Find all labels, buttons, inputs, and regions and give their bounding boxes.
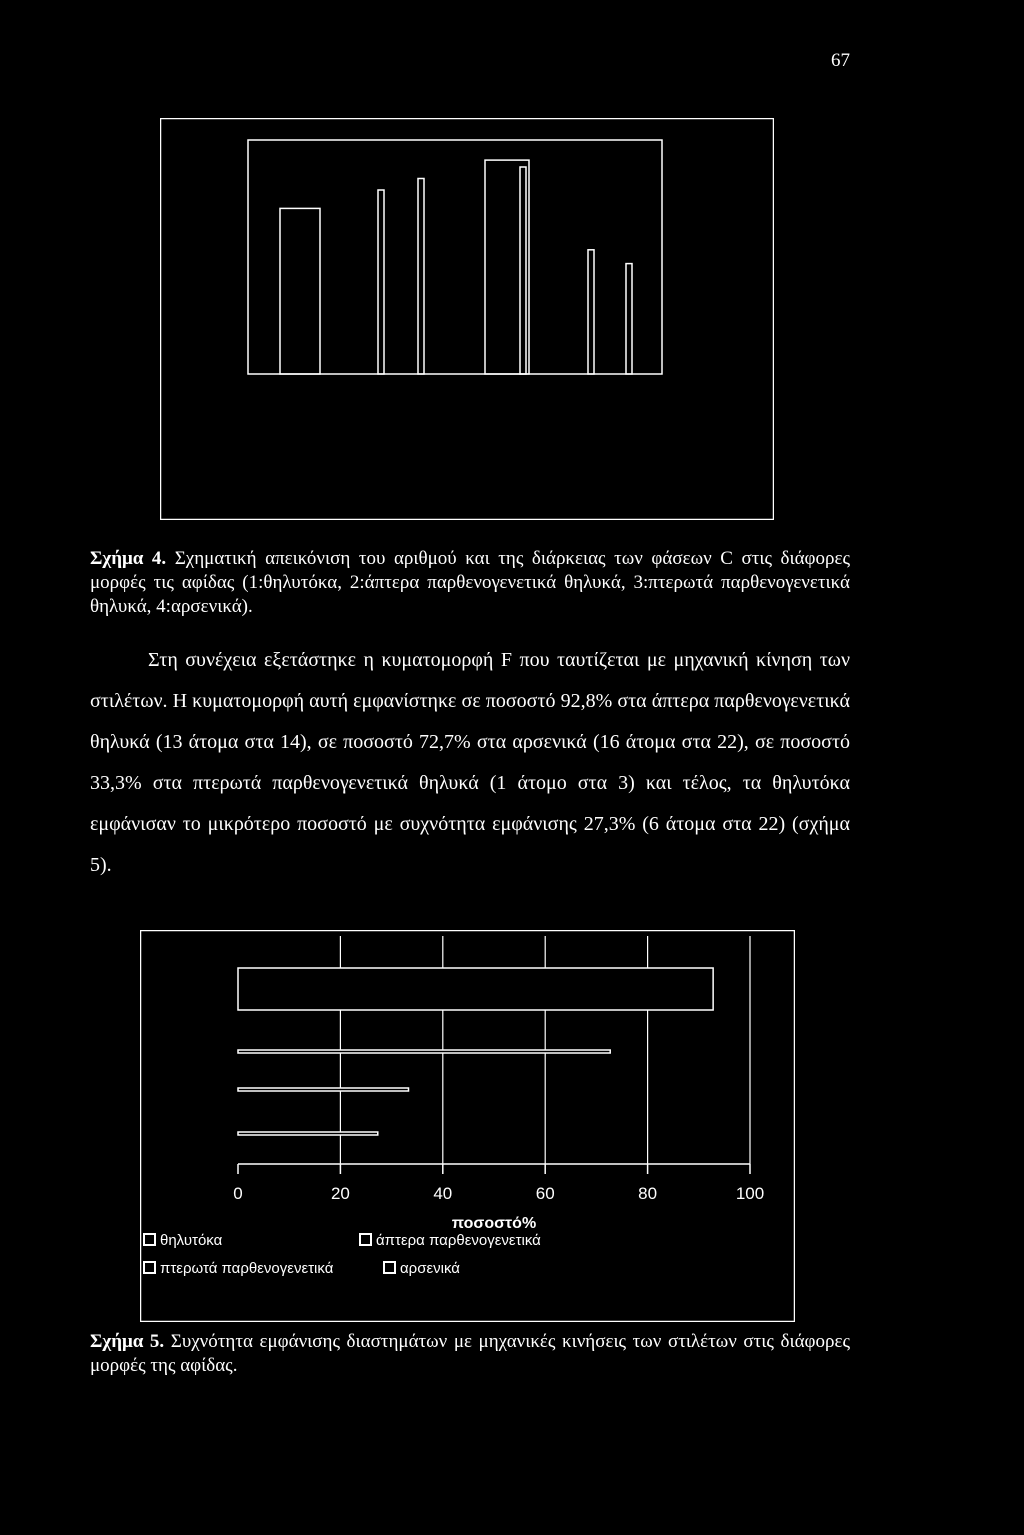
legend-swatch [360, 1234, 371, 1245]
figure-5-bar [238, 968, 713, 1010]
figure-5-bar [238, 1132, 378, 1135]
x-tick-label: 80 [638, 1184, 658, 1203]
x-tick-label: 20 [330, 1184, 350, 1203]
figure-5-caption [90, 1330, 850, 1378]
x-tick-label: 60 [535, 1184, 555, 1203]
figure-4-caption [90, 547, 850, 619]
legend-swatch [144, 1234, 155, 1245]
figure-4-bar [626, 264, 632, 374]
figure-5-chart [140, 930, 795, 1322]
x-axis-title: ποσοστό% [451, 1215, 537, 1232]
figure-4-plot-area [248, 140, 662, 374]
figure-5-label: Σχήμα 5. [90, 1331, 165, 1352]
page-number: 67 [831, 50, 850, 71]
figure-5-bar [238, 1050, 610, 1053]
legend-item: πτερωτά παρθενογενετικά [160, 1260, 334, 1277]
figure-4-frame [161, 119, 774, 520]
figure-4-bar [485, 160, 529, 374]
legend-swatch [384, 1262, 395, 1273]
legend-item: άπτερα παρθενογενετικά [376, 1232, 541, 1249]
figure-4-label: Σχήμα 4. [90, 548, 167, 569]
legend-item: θηλυτόκα [160, 1232, 223, 1249]
x-tick-label: 40 [433, 1184, 453, 1203]
legend-swatch [144, 1262, 155, 1273]
figure-4-caption-text: Σχηματική απεικόνιση του αριθμού και της διάρκειας των φάσεων C στις διάφορες μορφές τις αφίδας (1:θηλυτόκα, 2:άπτερα παρθενογενετικά θηλυκά, 3:πτερωτά παρθενογενετικά θηλυκά, 4:αρσενικά). [90, 548, 850, 617]
figure-4-bar [520, 167, 526, 374]
figure-4-chart [160, 118, 774, 520]
figure-4-bar [588, 250, 594, 374]
figure-4-bar [418, 179, 424, 375]
x-tick-label: 100 [735, 1184, 765, 1203]
figure-4-bar [280, 208, 320, 374]
x-tick-label: 0 [233, 1184, 243, 1203]
legend-item: αρσενικά [400, 1260, 460, 1277]
figure-5-bar [238, 1088, 408, 1091]
body-paragraph: Στη συνέχεια εξετάστηκε η κυματομορφή F που ταυτίζεται με μηχανική κίνηση των στιλέτων. Η κυματομορφή αυτή εμφανίστηκε σε ποσοστό 92,8% στα άπτερα παρθενογενετικά θηλυκά (13 άτομα στα 14), σε ποσοστό 72,7% στα αρσενικά (16 άτομα στα 22), σε ποσοστό 33,3% στα πτερωτά παρθενογενετικά θηλυκά (1 άτομο στα 3) και τέλος, τα θηλυτόκα εμφάνισαν το μικρότερο ποσοστό με συχνότητα εμφάνισης 27,3% (6 άτομα στα 22) (σχήμα 5). [90, 649, 850, 876]
figure-5-caption-text: Συχνότητα εμφάνισης διαστημάτων με μηχανικές κινήσεις των στιλέτων στις διάφορες μορφές της αφίδας. [90, 1331, 850, 1376]
figure-4-bar [378, 190, 384, 374]
